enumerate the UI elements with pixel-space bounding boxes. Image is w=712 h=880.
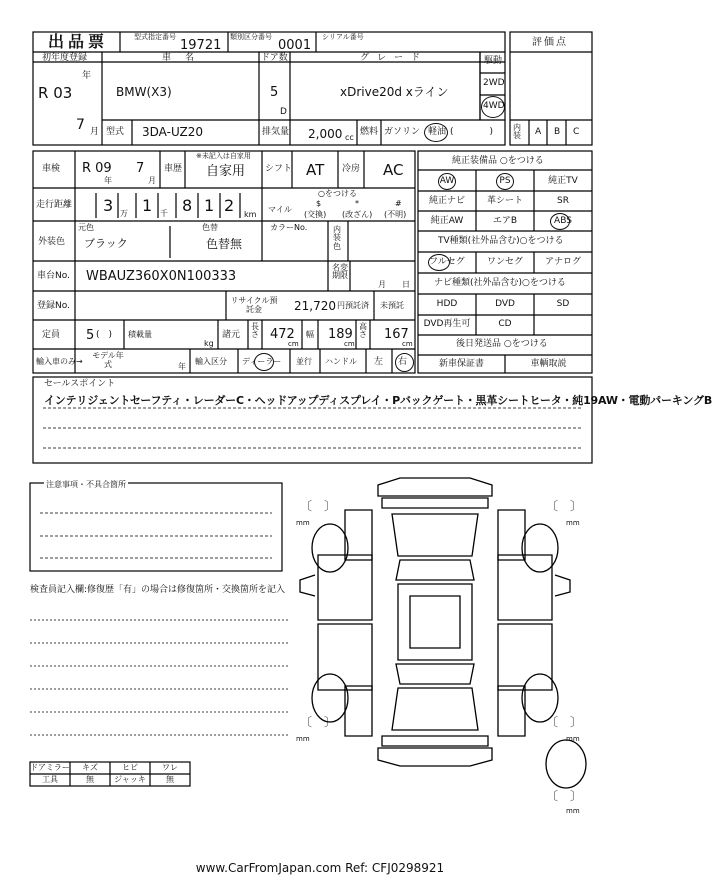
capacity-value: 5	[86, 328, 95, 343]
sales-label: セールスポイント	[44, 379, 116, 389]
import-dealer-circle	[254, 353, 274, 371]
tv-oneseg: ワンセグ	[486, 257, 523, 267]
recycle-label: リサイクル預託金	[230, 296, 278, 315]
tire-bracket-rr: 〔 〕	[546, 715, 583, 729]
mileage-mile: マイル	[268, 205, 292, 214]
inspection-year-unit: 年	[104, 176, 112, 185]
category-value: 0001	[278, 38, 312, 53]
equip-leather: 革シート	[486, 196, 523, 206]
equip-genuine-aw: 純正AW	[430, 216, 464, 226]
model-cert-label: 型式指定番号	[134, 33, 176, 41]
import-label: 輸入車のみ→	[36, 357, 83, 366]
model-year-label: モデル年式	[92, 351, 124, 369]
tire-bracket-rl: 〔 〕	[300, 715, 337, 729]
navi-dvd: DVD	[495, 299, 515, 309]
tire-unit-fl: mm	[296, 519, 310, 527]
interior-label: 内装	[513, 123, 521, 140]
model-label: 型式	[106, 127, 125, 137]
evaluation-label: 評価点	[532, 37, 568, 48]
docs-title: 後日発送品 ○をつける	[456, 339, 548, 349]
equipment-title: 純正装備品 ○をつける	[452, 156, 544, 166]
fuel-gasoline: ガソリン	[384, 127, 421, 137]
model-year-unit: 年	[178, 362, 186, 371]
tire-bracket-fl: 〔 〕	[300, 499, 337, 513]
sales-text: インテリジェントセーフティ・レーダーC・ヘッドアップディスプレイ・Pバックゲート・黒革シートヒータ・純19AW・電動パーキングB	[44, 394, 712, 407]
tv-fullseg-circle	[428, 254, 450, 271]
legend-header-break: ワレ	[162, 763, 178, 772]
displacement-unit: cc	[345, 133, 354, 142]
length-value: 472	[270, 327, 295, 342]
legend-header-crack: ヒビ	[122, 763, 138, 772]
legend-header-mirror: ドアミラー	[30, 763, 70, 772]
displacement-value: 2,000	[308, 127, 343, 141]
color-orig-label: 元色	[78, 223, 94, 232]
category-label: 類別区分番号	[230, 33, 272, 41]
tire-unit-spare: mm	[566, 807, 580, 815]
color-cur-label: 色替	[202, 223, 218, 232]
navi-hdd: HDD	[436, 299, 458, 309]
fuel-label: 燃料	[360, 127, 379, 137]
mileage-unknown: (不明)	[384, 210, 407, 219]
length-unit: cm	[288, 340, 299, 348]
dims-label: 諸元	[222, 330, 241, 340]
car-name-value: BMW(X3)	[116, 85, 172, 99]
color-label: 外装色	[38, 237, 66, 247]
form-title: 出品票	[48, 32, 109, 51]
color-no-label: カラーNo.	[270, 223, 308, 232]
handle-label: ハンドル	[325, 357, 357, 366]
model-value: 3DA-UZ20	[142, 125, 204, 139]
model-cert-value: 19721	[180, 38, 222, 53]
tire-bracket-fr: 〔 〕	[546, 499, 583, 513]
first-reg-month-unit: 月	[90, 127, 100, 137]
width-value: 189	[328, 327, 353, 342]
first-reg-label: 初年度登録	[42, 53, 88, 63]
inspector-label: 検査員記入欄:修復歴「有」の場合は修復箇所・交換箇所を記入	[30, 585, 286, 595]
interior-c: C	[573, 127, 580, 137]
interior-b: B	[554, 127, 561, 137]
navi-sd: SD	[556, 299, 570, 309]
import-parallel: 並行	[296, 357, 312, 366]
interior-color-label: 内装色	[333, 225, 341, 251]
height-label: 高さ	[359, 322, 367, 340]
name-change-day: 日	[402, 280, 410, 289]
inspection-era: R 09	[82, 161, 112, 176]
tire-unit-rr: mm	[566, 735, 580, 743]
history-note: ※未記入は自家用	[196, 152, 251, 160]
first-reg-month: 7	[76, 117, 85, 133]
displacement-label: 排気量	[262, 127, 290, 137]
mileage-modified: (改ざん)	[342, 210, 373, 219]
width-label: 幅	[306, 330, 314, 339]
inspection-month: 7	[136, 161, 145, 176]
equip-aw-circle	[438, 173, 456, 190]
drive-4wd-circle	[481, 96, 505, 118]
mileage-dollar: $	[316, 199, 322, 208]
drive-2wd: 2WD	[483, 78, 505, 88]
height-unit: cm	[402, 340, 413, 348]
first-reg-year-unit: 年	[82, 71, 92, 81]
recycle-not: 未預託	[380, 301, 404, 310]
docs-manual: 車輌取説	[530, 359, 567, 369]
equip-navi: 純正ナビ	[428, 196, 465, 206]
handle-right-circle	[395, 353, 414, 372]
recycle-value: 21,720	[294, 299, 336, 313]
legend-jack: ジャッキ	[114, 775, 146, 784]
vin-value: WBAUZ360X0N100333	[86, 269, 237, 284]
drive-label: 駆動	[484, 56, 503, 66]
mileage-sen: 千	[160, 209, 168, 218]
reg-label: 登録No.	[37, 301, 70, 311]
legend-header-scratch: キズ	[82, 763, 98, 772]
load-unit: kg	[204, 339, 214, 348]
mileage-exchange: (交換)	[304, 210, 327, 219]
navi-dvd-play: DVD再生可	[423, 319, 471, 329]
import-dealer: ディーラー	[242, 357, 282, 366]
import-type-label: 輸入区分	[195, 357, 227, 366]
fuel-diesel: 軽油	[428, 127, 447, 137]
color-change-value: 色替無	[206, 237, 243, 251]
legend-tools: 工具	[42, 775, 58, 784]
tire-unit-fr: mm	[566, 519, 580, 527]
inspection-month-unit: 月	[148, 176, 156, 185]
ac-value: AC	[383, 161, 404, 179]
equip-aw: AW	[439, 176, 455, 186]
equip-abs-circle	[550, 213, 570, 230]
grade-label: グレード	[360, 53, 429, 63]
equip-sr: SR	[557, 196, 569, 206]
handle-right: 右	[398, 357, 408, 367]
car-diagram	[300, 478, 586, 788]
equip-airbag: エアB	[492, 216, 518, 226]
fuel-diesel-circle	[424, 123, 448, 142]
equip-tv: 純正TV	[548, 176, 578, 186]
load-label: 積載量	[128, 330, 152, 339]
width-unit: cm	[344, 340, 355, 348]
tire-bracket-spare: 〔 〕	[546, 789, 583, 803]
capacity-label: 定員	[42, 330, 61, 340]
recycle-deposited: 円預託済	[337, 301, 369, 310]
grade-value: xDrive20d xライン	[340, 85, 449, 99]
history-label: 車歴	[164, 164, 183, 174]
mileage-digit-1: 3	[103, 196, 114, 215]
navi-title: ナビ種類(社外品含む)○をつける	[434, 278, 566, 288]
mileage-digit-5: 2	[224, 196, 235, 215]
mileage-man: 万	[120, 209, 128, 218]
fuel-paren: ( )	[450, 127, 494, 137]
equip-ps: PS	[499, 176, 511, 186]
equip-abs: ABS	[554, 216, 572, 226]
mileage-digit-3: 8	[182, 196, 193, 215]
drive-4wd: 4WD	[483, 101, 505, 111]
name-change-month: 月	[378, 280, 386, 289]
mileage-hash: #	[395, 199, 402, 208]
tv-fullseg: フルセグ	[429, 257, 465, 267]
shift-label: シフト	[265, 164, 293, 174]
legend-jack-value: 無	[166, 775, 174, 784]
vin-label: 車台No.	[37, 271, 70, 281]
legend-tools-value: 無	[86, 775, 94, 784]
color-orig-value: ブラック	[84, 237, 128, 250]
doors-suffix: D	[280, 107, 287, 117]
ac-label: 冷房	[342, 164, 361, 174]
length-label: 長さ	[251, 322, 259, 340]
capacity-paren: ( )	[96, 330, 113, 340]
tire-unit-rl: mm	[296, 735, 310, 743]
shift-value: AT	[306, 161, 325, 179]
mileage-digit-2: 1	[142, 196, 153, 215]
mileage-circle-note: ○をつける	[318, 189, 357, 198]
doors-value: 5	[270, 85, 279, 100]
notes-label: 注意事項・不具合箇所	[46, 480, 126, 489]
docs-warranty: 新車保証書	[438, 359, 484, 369]
mileage-unit: km	[244, 210, 257, 219]
car-name-label: 車名	[162, 53, 209, 63]
navi-cd: CD	[498, 319, 512, 329]
tv-title: TV種類(社外品含む)○をつける	[438, 236, 564, 246]
mileage-label: 走行距離	[36, 200, 73, 210]
history-value: 自家用	[206, 164, 246, 179]
mileage-digit-4: 1	[204, 196, 215, 215]
height-value: 167	[384, 327, 409, 342]
footer-ref: www.CarFromJapan.com Ref: CFJ0298921	[195, 861, 445, 875]
serial-label: シリアル番号	[322, 33, 364, 41]
doors-label: ドア数	[261, 53, 288, 63]
handle-left: 左	[374, 357, 384, 367]
equip-ps-circle	[496, 173, 514, 190]
tv-analog: アナログ	[544, 257, 581, 267]
first-reg-era: R 03	[38, 84, 73, 102]
inspection-label: 車検	[42, 164, 61, 174]
interior-a: A	[535, 127, 542, 137]
name-change-label: 名変期限	[332, 263, 348, 281]
mileage-star: *	[355, 199, 359, 208]
